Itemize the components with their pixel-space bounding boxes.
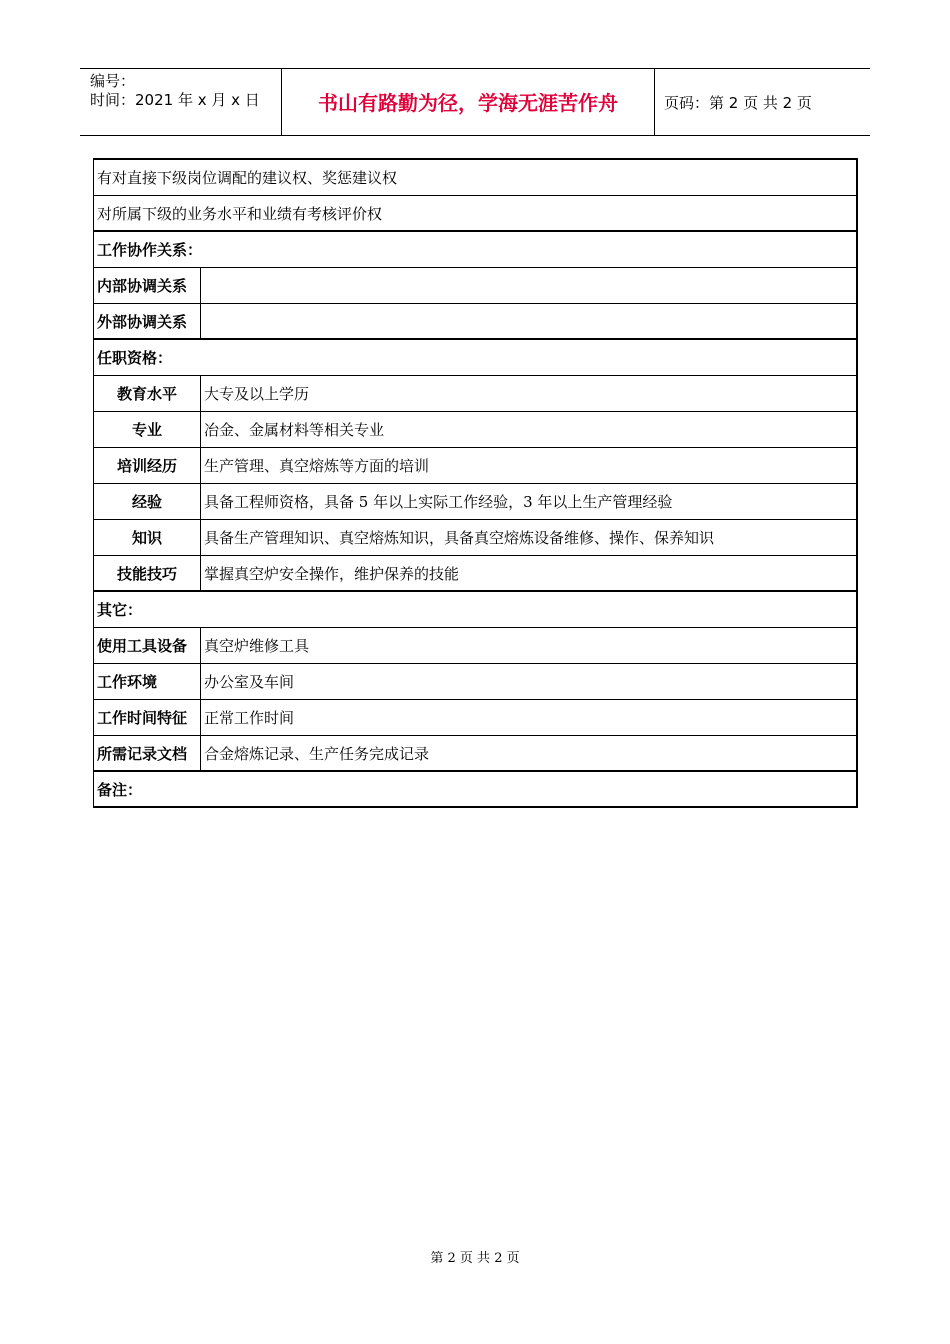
table-row: [94, 664, 856, 700]
section-title-cooperation: 工作协作关系：: [97, 241, 203, 259]
table-row: [94, 484, 856, 520]
page-header: [80, 68, 870, 136]
experience-value: 具备工程师资格，具备 5 年以上实际工作经验，3 年以上生产管理经验: [204, 493, 673, 511]
table-row: [94, 520, 856, 556]
environment-label: 工作环境: [94, 664, 201, 699]
table-row: [94, 700, 856, 736]
external-coordination-label: 外部协调关系: [94, 304, 201, 338]
records-value: 合金熔炼记录、生产任务完成记录: [204, 744, 430, 763]
tools-label: 使用工具设备: [94, 628, 201, 663]
table-row: [94, 556, 856, 592]
header-meta: [90, 72, 260, 110]
knowledge-value: 具备生产管理知识、真空熔炼知识，具备真空熔炼设备维修、操作、保养知识: [204, 529, 715, 547]
header-divider: [654, 69, 655, 135]
work-hours-label: 工作时间特征: [94, 700, 201, 735]
document-date: 时间：2021 年 x 月 x 日: [90, 91, 260, 109]
section-row: [94, 772, 856, 808]
section-title-other: 其它：: [97, 601, 143, 619]
environment-value: 办公室及车间: [204, 673, 295, 691]
table-row: [94, 304, 856, 340]
table-row: [94, 628, 856, 664]
authority-text: 有对直接下级岗位调配的建议权、奖惩建议权: [97, 169, 398, 187]
table-row: [94, 376, 856, 412]
skills-label: 技能技巧: [94, 556, 201, 590]
table-row: [94, 196, 856, 232]
header-motto: 书山有路勤为径，学海无涯苦作舟: [318, 91, 618, 115]
table-row: [94, 160, 856, 196]
major-value: 冶金、金属材料等相关专业: [204, 421, 385, 439]
section-row: [94, 232, 856, 268]
page-footer: 第 2 页 共 2 页: [430, 1251, 520, 1266]
table-row: [94, 268, 856, 304]
work-hours-value: 正常工作时间: [204, 709, 295, 727]
education-value: 大专及以上学历: [204, 385, 310, 403]
experience-label: 经验: [94, 484, 201, 519]
internal-coordination-label: 内部协调关系: [94, 268, 201, 303]
section-row: [94, 592, 856, 628]
job-description-table: [93, 158, 858, 808]
section-title-remarks: 备注：: [97, 780, 143, 799]
table-row: [94, 448, 856, 484]
training-label: 培训经历: [94, 448, 201, 483]
tools-value: 真空炉维修工具: [204, 637, 310, 655]
knowledge-label: 知识: [94, 520, 201, 555]
table-row: [94, 736, 856, 772]
section-row: [94, 340, 856, 376]
records-label: 所需记录文档: [94, 736, 201, 770]
header-page-info: 页码：第 2 页 共 2 页: [664, 94, 812, 112]
section-title-qualifications: 任职资格：: [97, 349, 173, 367]
major-label: 专业: [94, 412, 201, 447]
table-row: [94, 412, 856, 448]
authority-text: 对所属下级的业务水平和业绩有考核评价权: [97, 204, 383, 223]
education-label: 教育水平: [94, 376, 201, 411]
skills-value: 掌握真空炉安全操作，维护保养的技能: [204, 564, 460, 583]
document-number-label: 编号：: [90, 72, 136, 90]
training-value: 生产管理、真空熔炼等方面的培训: [204, 457, 430, 475]
